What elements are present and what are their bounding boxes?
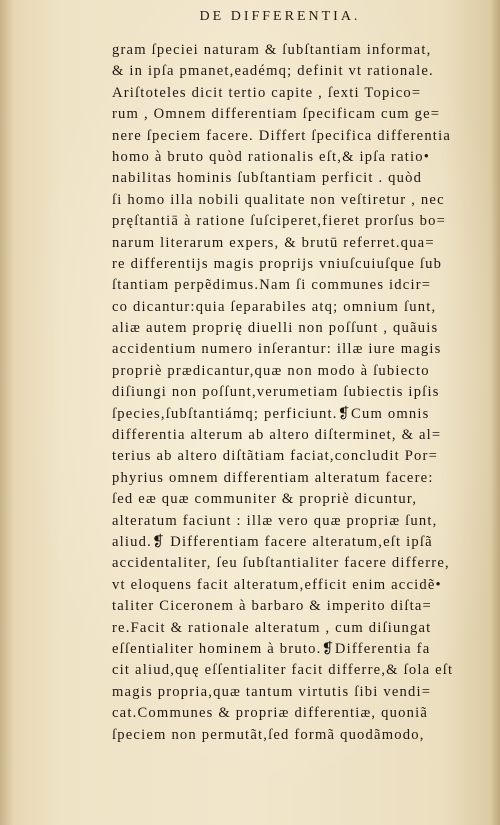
text-line: aliud.❡ Differentiam facere alteratum,eſt ipſã xyxy=(112,533,433,550)
text-line: propriè prædicantur,quæ non modo à ſubiecto xyxy=(112,362,430,379)
text-line: cit aliud,quę eſſentialiter facit differre,& ſola eſt xyxy=(112,662,454,679)
running-head-text: DE DIFFERENTIA. xyxy=(199,9,361,24)
text-line: diſiungi non poſſunt,verumetiam ſubiectis ipſis xyxy=(112,384,440,401)
text-line: accidentium numero inſerantur: illæ iure magis xyxy=(112,341,442,358)
text-line: aliæ autem proprię diuelli non poſſunt , quãuis xyxy=(112,320,439,337)
text-line: pręſtantiā à ratione ſuſciperet,fieret prorſus bo= xyxy=(112,213,447,230)
text-line: accidentaliter, ſeu ſubſtantialiter facere differre, xyxy=(112,555,450,572)
text-line: homo à bruto quòd rationalis eſt,& ipſa ratio• xyxy=(112,148,431,165)
text-line: ſed eæ quæ communiter & propriè dicuntur, xyxy=(112,491,418,508)
text-line: narum literarum expers, & brutū referret.qua= xyxy=(112,234,435,251)
body-text xyxy=(112,40,472,746)
text-line: ſtantiam perpẽdimus.Nam ſi communes idcir= xyxy=(112,277,432,294)
text-line: alteratum faciunt : illæ vero quæ propriæ ſunt, xyxy=(112,512,438,529)
text-line: vt eloquens facit alteratum,efficit enim accidẽ• xyxy=(112,576,442,593)
page-gutter-shadow xyxy=(0,0,14,825)
text-line: re.Facit & rationale alteratum , cum diſiungat xyxy=(112,619,432,636)
text-line: rum , Omnem differentiam ſpecificam cum ge= xyxy=(112,106,441,123)
text-line: cat.Communes & propriæ differentiæ, quoniã xyxy=(112,705,429,722)
text-line: re differentijs magis proprijs vniuſcuiuſque ſub xyxy=(112,255,443,272)
text-line: nabilitas hominis ſubſtantiam perficit . quòd xyxy=(112,170,423,187)
text-line: co dicantur:quia ſeparabiles atq; omnium ſunt, xyxy=(112,298,437,315)
text-line: ſpecies,ſubſtantiámq; perficiunt.❡Cum omnis xyxy=(112,405,430,422)
text-line: magis propria,quæ tantum virtutis ſibi vendi= xyxy=(112,683,432,700)
text-line: eſſentialiter hominem à bruto.❡Differentia fa xyxy=(112,640,431,657)
text-line: taliter Ciceronem à barbaro & imperito diſta= xyxy=(112,598,432,615)
text-line: nere ſpeciem facere. Differt ſpecifica differentia xyxy=(112,127,451,144)
text-line: terius ab altero diſtãtiam faciat,concludit Por= xyxy=(112,448,438,465)
text-line: gram ſpeciei naturam & ſubſtantiam informat, xyxy=(112,42,432,58)
text-line: differentia alterum ab altero diſterminet, & al= xyxy=(112,427,442,444)
text-line: Ariſtoteles dicit tertio capite , ſexti Topico= xyxy=(112,84,422,101)
running-head xyxy=(0,9,500,25)
text-line: ſpeciem non permutãt,ſed formã quodãmodo, xyxy=(112,726,425,743)
text-line: & in ipſa pmanet,eadémq; definit vt rationale. xyxy=(112,63,434,80)
text-line: ſi homo illa nobili qualitate non veſtiretur , nec xyxy=(112,191,445,208)
text-line: phyrius omnem differentiam alteratum facere: xyxy=(112,469,434,486)
page-edge-shadow xyxy=(490,0,500,825)
